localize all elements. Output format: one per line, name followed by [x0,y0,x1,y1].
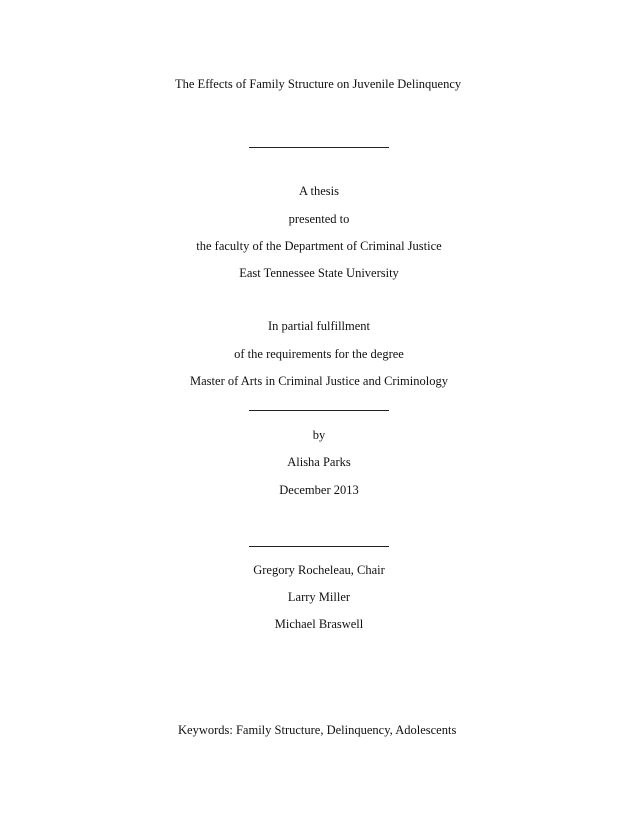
requirements-line: of the requirements for the degree [234,347,404,361]
faculty-line: the faculty of the Department of Criminal Justice [196,239,442,253]
committee-member: Larry Miller [287,590,351,604]
author-name: Alisha Parks [287,455,351,469]
committee-member: Michael Braswell [274,617,364,631]
separator-rule-3 [249,546,389,547]
keywords-line: Keywords: Family Structure, Delinquency, Adolescents [178,723,457,737]
separator-rule-1 [249,147,389,148]
separator-rule-2 [249,410,389,411]
university-name: East Tennessee State University [239,266,399,280]
degree-name: Master of Arts in Criminal Justice and Criminology [190,374,448,388]
by-line: by [312,428,326,442]
thesis-title: The Effects of Family Structure on Juvenile Delinquency [175,77,462,91]
submission-date: December 2013 [279,483,359,497]
fulfillment-line: In partial fulfillment [267,319,371,333]
document-type: A thesis [299,184,339,198]
committee-chair: Gregory Rocheleau, Chair [253,563,385,577]
presented-to-line: presented to [288,212,350,226]
